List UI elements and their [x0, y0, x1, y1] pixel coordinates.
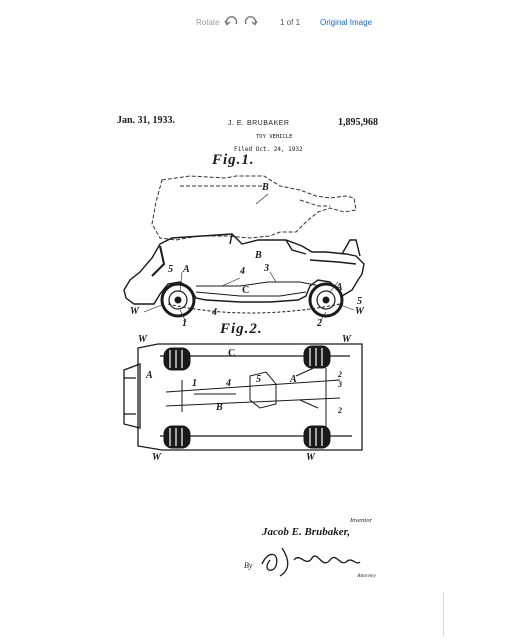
fig1-label: Fig.1.: [212, 152, 255, 168]
inventor-header: J. E. BRUBAKER: [228, 120, 290, 127]
fig2-callout-w-bottom-right: W: [306, 452, 315, 463]
inventor-name: Jacob E. Brubaker,: [262, 526, 351, 538]
fig2-callout-b: B: [216, 402, 223, 413]
by-label: By: [244, 561, 253, 570]
fig2-callout-w-top-left: W: [138, 334, 147, 345]
fig1-callout-1: 1: [182, 318, 187, 329]
fig1-callout-2: 2: [317, 318, 322, 329]
fig1-callout-c: C: [242, 285, 250, 296]
fig2-callout-w-bottom-left: W: [152, 452, 161, 463]
fig1-callout-3: 3: [264, 263, 269, 274]
rotate-ccw-icon[interactable]: [224, 14, 240, 26]
inventor-caption: Inventor: [350, 517, 373, 524]
fig1-callout-4-mid: 4: [240, 266, 245, 277]
page-indicator: 1 of 1: [280, 18, 301, 27]
viewer-toolbar: [0, 0, 517, 44]
fig2-callout-3: 3: [338, 380, 342, 389]
fig1-callout-b-body: B: [255, 250, 262, 261]
fig2-callout-5: 5: [256, 374, 261, 385]
patent-date: Jan. 31, 1933.: [117, 115, 176, 126]
fig2-callout-a-left: A: [146, 370, 153, 381]
rotate-label: Rotate: [196, 18, 220, 27]
document-page: [76, 56, 448, 640]
fig2-callout-2: 2: [338, 370, 342, 379]
attorney-caption: Attorney: [357, 573, 376, 579]
original-image-link[interactable]: Original Image: [320, 18, 373, 27]
filed-date: Filed Oct. 24, 1932: [234, 146, 303, 153]
fig1-callout-a-right: A: [336, 282, 343, 293]
fig2-label: Fig.2.: [220, 321, 263, 337]
fig1-callout-a-left: A: [183, 264, 190, 275]
fig1-callout-b-upper: B: [262, 182, 269, 193]
rotate-cw-icon[interactable]: [242, 14, 258, 26]
fig2-callout-2-lower: 2: [338, 406, 342, 415]
fig2-callout-a-mid: A: [290, 374, 297, 385]
fig2-callout-4: 4: [226, 378, 231, 389]
fig2-callout-c: C: [228, 348, 236, 359]
fig1-callout-5-right: 5: [357, 296, 362, 307]
fig2-callout-1: 1: [192, 378, 197, 389]
fig1-callout-w-right: W: [355, 306, 364, 317]
fig1-callout-4-low: 4: [212, 307, 217, 318]
page-edge-divider: [443, 592, 444, 636]
patent-title: TOY VEHICLE: [256, 134, 293, 140]
fig2-callout-w-top-right: W: [342, 334, 351, 345]
fig1-callout-5-left: 5: [168, 264, 173, 275]
patent-number: 1,895,968: [338, 117, 378, 128]
fig1-callout-w-left: W: [130, 306, 139, 317]
